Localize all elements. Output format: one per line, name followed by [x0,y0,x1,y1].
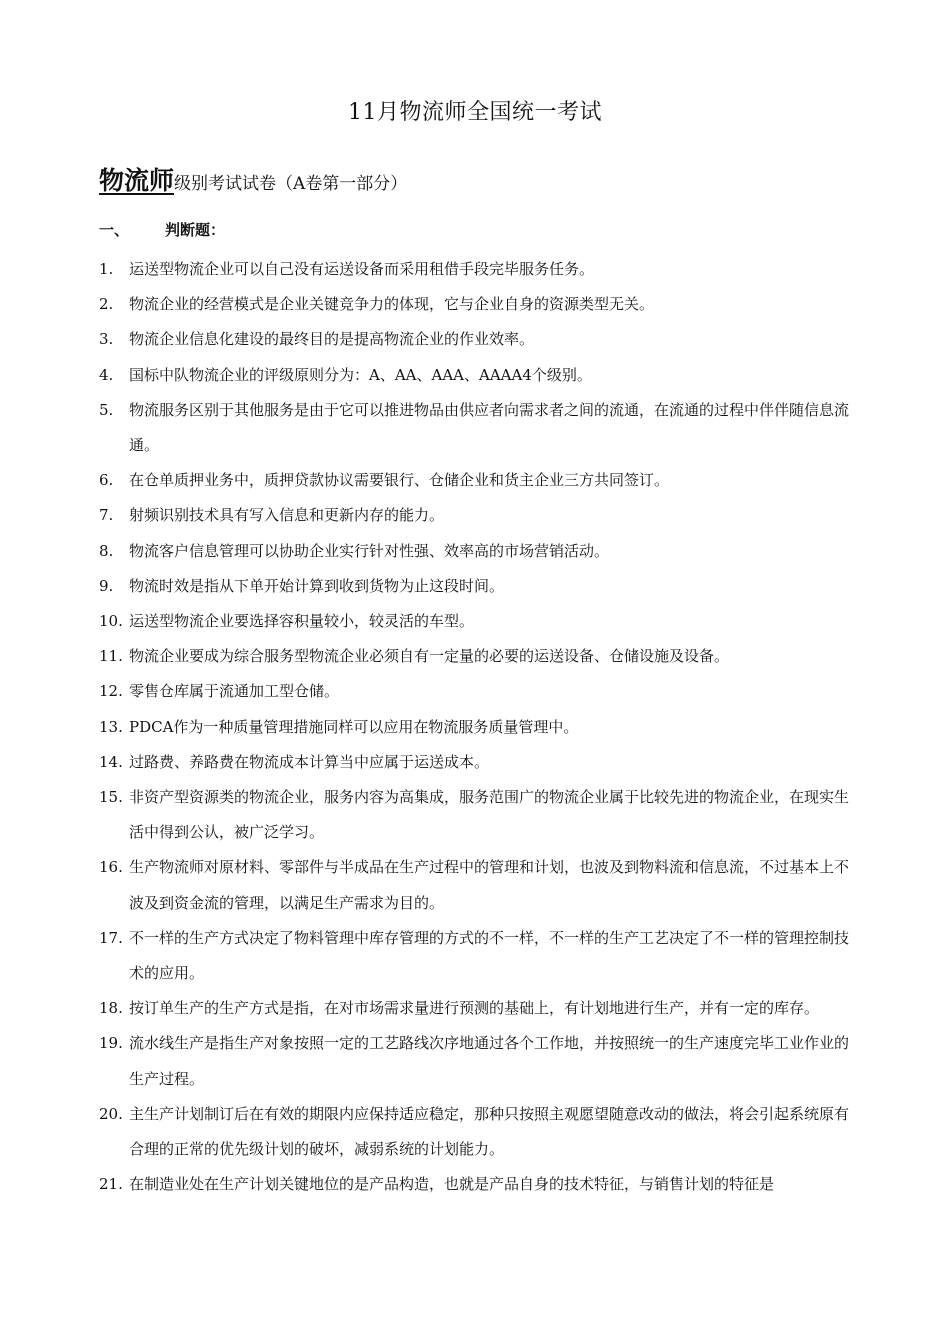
question-text: 运送型物流企业可以自己没有运送设备而采用租借手段完毕服务任务。 [129,260,595,278]
question-text: 物流企业信息化建设的最终目的是提高物流企业的作业效率。 [129,330,535,349]
subtitle-emphasis: 物流师 [99,166,175,195]
section-label: 判断题： [165,221,226,239]
question-number: 6. [99,471,114,490]
question-text: 运送型物流企业要选择容积量较小，较灵活的车型。 [129,612,475,631]
question-item [99,780,859,850]
question-text: 在制造业处在生产计划关键地位的是产品构造，也就是产品自身的技术特征，与销售计划的特征是 [129,1175,775,1194]
question-text: 物流时效是指从下单开始计算到收到货物为止这段时间。 [129,576,505,595]
section-number: 一、 [99,221,130,239]
question-text: 流水线生产是指生产对象按照一定的工艺路线次序地通过各个工作地，并按照统一的生产速度完毕工业作业的生产过程。 [129,1034,850,1088]
question-item [99,639,859,674]
question-item [99,1167,859,1202]
subtitle-text: 级别考试试卷（A卷第一部分） [174,174,408,194]
question-number: 1. [99,260,114,278]
question-number: 2. [99,295,114,314]
question-text: 物流企业要成为综合服务型物流企业必须自有一定量的必要的运送设备、仓储设施及设备。 [129,647,730,666]
question-text: 生产物流师对原材料、零部件与半成品在生产过程中的管理和计划，也波及到物料流和信息流，不过基本上不波及到资金流的管理，以满足生产需求为目的。 [129,858,850,912]
question-item [99,393,859,463]
question-number: 11. [99,647,123,666]
question-number: 9. [99,576,114,595]
question-text: 物流企业的经营模式是企业关键竞争力的体现，它与企业自身的资源类型无关。 [129,295,655,314]
question-number: 13. [99,717,123,736]
question-item [99,921,859,991]
question-item [99,498,859,533]
question-item [99,604,859,639]
question-list [99,252,859,1202]
question-text: 物流服务区别于其他服务是由于它可以推进物品由供应者向需求者之间的流通，在流通的过程中伴伴随信息流通。 [129,400,850,455]
question-number: 16. [99,858,123,877]
question-text: 物流客户信息管理可以协助企业实行针对性强、效率高的市场营销活动。 [129,541,610,560]
question-number: 3. [99,330,114,349]
question-number: 12. [99,682,123,701]
question-number: 7. [99,506,114,525]
question-text: 国标中队物流企业的评级原则分为：A、AA、AAA、AAAA4个级别。 [129,365,592,384]
question-item [99,710,859,745]
question-item [99,1097,859,1167]
question-item [99,252,859,287]
question-item [99,991,859,1026]
question-number: 15. [99,788,123,807]
question-number: 20. [99,1104,123,1123]
document-title: 11月物流师全国统一考试 [348,100,602,125]
exam-subtitle [99,161,407,197]
question-item [99,850,859,920]
question-number: 21. [99,1175,123,1194]
question-number: 17. [99,928,123,947]
question-number: 19. [99,1034,123,1053]
question-item [99,674,859,709]
question-item [99,322,859,357]
question-text: 射频识别技术具有写入信息和更新内存的能力。 [129,506,445,525]
question-item [99,745,859,780]
question-number: 18. [99,999,123,1018]
question-text: PDCA作为一种质量管理措施同样可以应用在物流服务质量管理中。 [129,717,579,736]
question-text: 零售仓库属于流通加工型仓储。 [129,682,340,701]
question-item [99,569,859,604]
question-item [99,463,859,498]
question-item [99,287,859,322]
question-text: 过路费、养路费在物流成本计算当中应属于运送成本。 [129,752,490,771]
question-item [99,1026,859,1096]
question-item [99,358,859,393]
question-number: 4. [99,365,114,384]
question-item [99,534,859,569]
question-text: 非资产型资源类的物流企业，服务内容为高集成，服务范围广的物流企业属于比较先进的物流企业，在现实生活中得到公认，被广泛学习。 [129,788,850,842]
question-text: 在仓单质押业务中，质押贷款协议需要银行、仓储企业和货主企业三方共同签订。 [129,471,670,490]
question-text: 不一样的生产方式决定了物料管理中库存管理的方式的不一样，不一样的生产工艺决定了不一样的管理控制技术的应用。 [129,928,850,983]
question-number: 8. [99,541,114,560]
question-number: 5. [99,400,114,419]
question-number: 14. [99,752,123,771]
question-text: 按订单生产的生产方式是指，在对市场需求量进行预测的基础上，有计划地进行生产，并有一定的库存。 [129,999,820,1018]
question-text: 主生产计划制订后在有效的期限内应保持适应稳定，那种只按照主观愿望随意改动的做法，将会引起系统原有合理的正常的优先级计划的破坏，减弱系统的计划能力。 [129,1104,850,1159]
section-heading [99,219,225,240]
question-number: 10. [99,612,123,631]
